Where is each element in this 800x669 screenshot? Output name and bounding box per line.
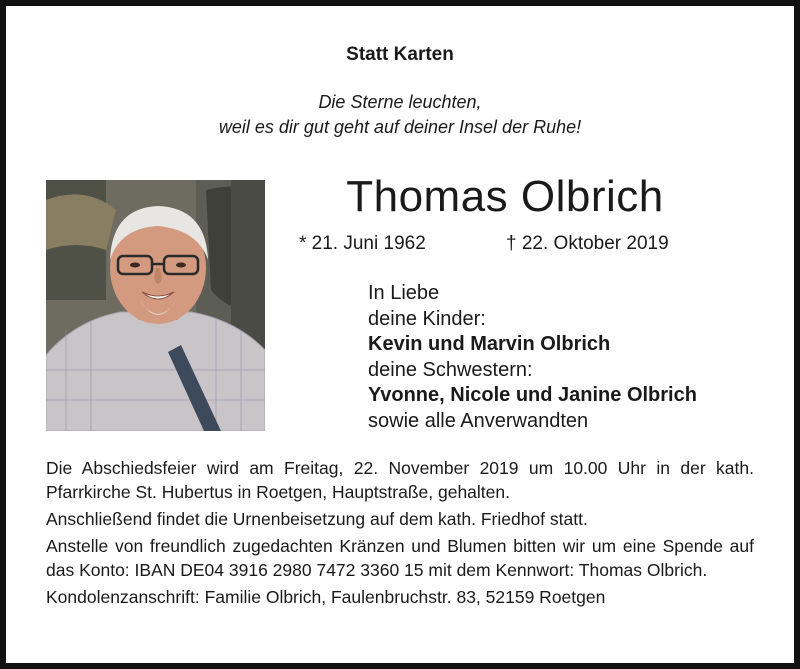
- sisters-names: Yvonne, Nicole und Janine Olbrich: [368, 384, 697, 406]
- birth-date: * 21. Juni 1962: [299, 233, 426, 254]
- donation-text: Anstelle von freundlich zugedachten Kränzen und Blumen bitten wir um eine Spende auf das Konto: IBAN DE04 3916 2980 7472 3360 15 mit dem Kennwort: Thomas Olbrich.: [46, 536, 754, 580]
- motto-line-1: Die Sterne leuchten,: [318, 92, 482, 112]
- motto-quote: [0, 90, 800, 140]
- ceremony-text: Die Abschiedsfeier wird am Freitag, 22. November 2019 um 10.00 Uhr in der kath. Pfarrkirche St. Hubertus in Roetgen, Hauptstraße, gehalten.: [46, 458, 754, 502]
- header-title: Statt Karten: [346, 44, 454, 65]
- burial-text: Anschließend findet die Urnenbeisetzung auf dem kath. Friedhof statt.: [46, 509, 588, 529]
- condolence-address: Kondolenzanschrift: Familie Olbrich, Faulenbruchstr. 83, 52159 Roetgen: [46, 587, 606, 607]
- portrait-illustration: [46, 180, 265, 431]
- children-label: deine Kinder:: [368, 307, 486, 330]
- sisters-label: deine Schwestern:: [368, 358, 533, 381]
- mourners-list: [368, 281, 697, 434]
- death-date: † 22. Oktober 2019: [506, 233, 669, 254]
- service-details: [46, 456, 754, 612]
- portrait-photo: [46, 180, 265, 431]
- deceased-name: Thomas Olbrich: [346, 172, 664, 221]
- motto-line-2: weil es dir gut geht auf deiner Insel der Ruhe!: [218, 117, 582, 137]
- mourners-intro: In Liebe: [368, 282, 440, 304]
- mourners-closing: sowie alle Anverwandten: [368, 409, 589, 432]
- children-names: Kevin und Marvin Olbrich: [368, 333, 611, 355]
